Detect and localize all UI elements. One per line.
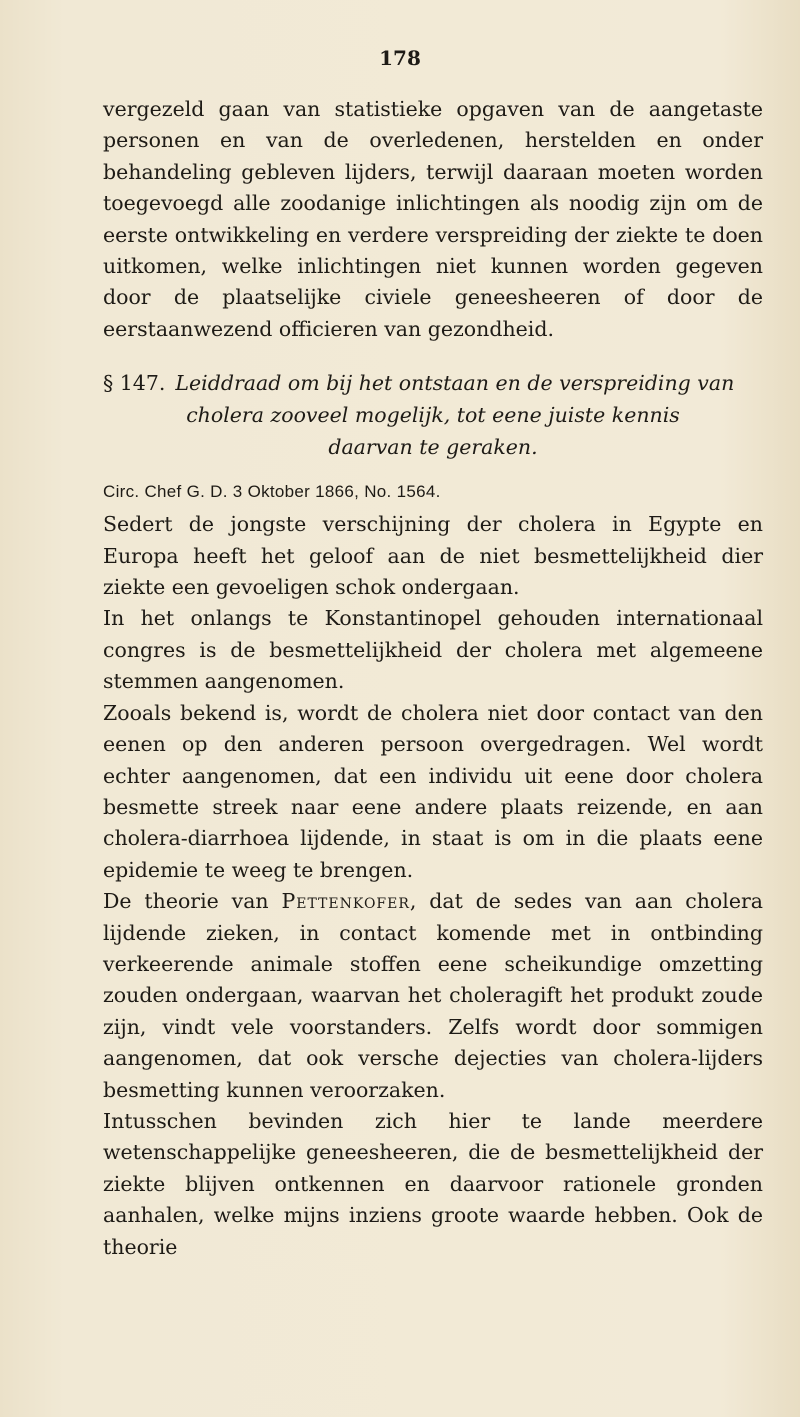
section-heading <box>103 367 763 463</box>
page-number: 178 <box>379 46 421 70</box>
paragraph-contact: Zooals bekend is, wordt de cholera niet door contact van den eenen op den anderen persoon overgedragen. Wel wordt echter aangenomen, dat een individu uit eene door cholera besmette streek naar eene andere plaats reizende, en aan cholera-diarrhoea lijdende, in staat is om in die plaats eene epidemie te weeg te brengen. <box>103 700 763 882</box>
section-heading-line-1 <box>103 367 763 399</box>
intro-paragraph: vergezeld gaan van statistieke opgaven van de aangetaste personen en van de overledenen, herstelden en onder behandeling gebleven lijders, terwijl daaraan moeten worden toegevoegd alle zoodanige inlichtingen als noodig zijn om de eerste ontwikkeling en verdere verspreiding der ziekte te doen uitkomen, welke inlichtingen niet kunnen worden gegeven door de plaatselijke civiele geneesheeren of door de eerstaanwezend officieren van gezondheid. <box>103 97 763 341</box>
section-title-line-2: cholera zooveel mogelijk, tot eene juiste kennis <box>186 403 680 428</box>
section-title-line-3: daarvan te geraken. <box>328 435 538 460</box>
section-title-line-1: Leiddraad om bij het ontstaan en de verspreiding van <box>175 371 735 396</box>
pettenkofer-after: , dat de sedes van aan cholera lijdende zieken, in contact komende met in ontbinding verkeerende animale stoffen eene scheikundige omzetting zouden ondergaan, waarvan het choleragift het produkt zoude zijn, vindt vele voorstanders. Zelfs wordt door sommigen aangenomen, dat ook versche dejecties van cholera-lijders besmetting kunnen veroorzaken. <box>103 889 763 1102</box>
paragraph-intusschen: Intusschen bevinden zich hier te lande meerdere wetenschappelijke geneesheeren, die de besmettelijkheid der ziekte blijven ontkennen en daarvoor rationele gronden aanhalen, welke mijns inziens groote waarde hebben. Ook de theorie <box>103 1108 763 1259</box>
paragraph-konstantinopel: In het onlangs te Konstantinopel gehouden internationaal congres is de besmettelijkheid der cholera met algemeene stemmen aangenomen. <box>103 606 763 694</box>
pettenkofer-before: De theorie van <box>103 889 282 914</box>
page-body <box>103 94 763 1263</box>
section-number: § 147. <box>103 371 166 396</box>
paragraph-egypte: Sedert de jongste verschijning der cholera in Egypte en Europa heeft het geloof aan de niet besmettelijkheid dier ziekte een gevoeligen schok ondergaan. <box>103 512 763 600</box>
author-name-pettenkofer: Pettenkofer <box>281 889 410 914</box>
paragraph-pettenkofer <box>103 886 763 1106</box>
circular-reference: Circ. Chef G. D. 3 Oktober 1866, No. 1564. <box>103 482 441 502</box>
